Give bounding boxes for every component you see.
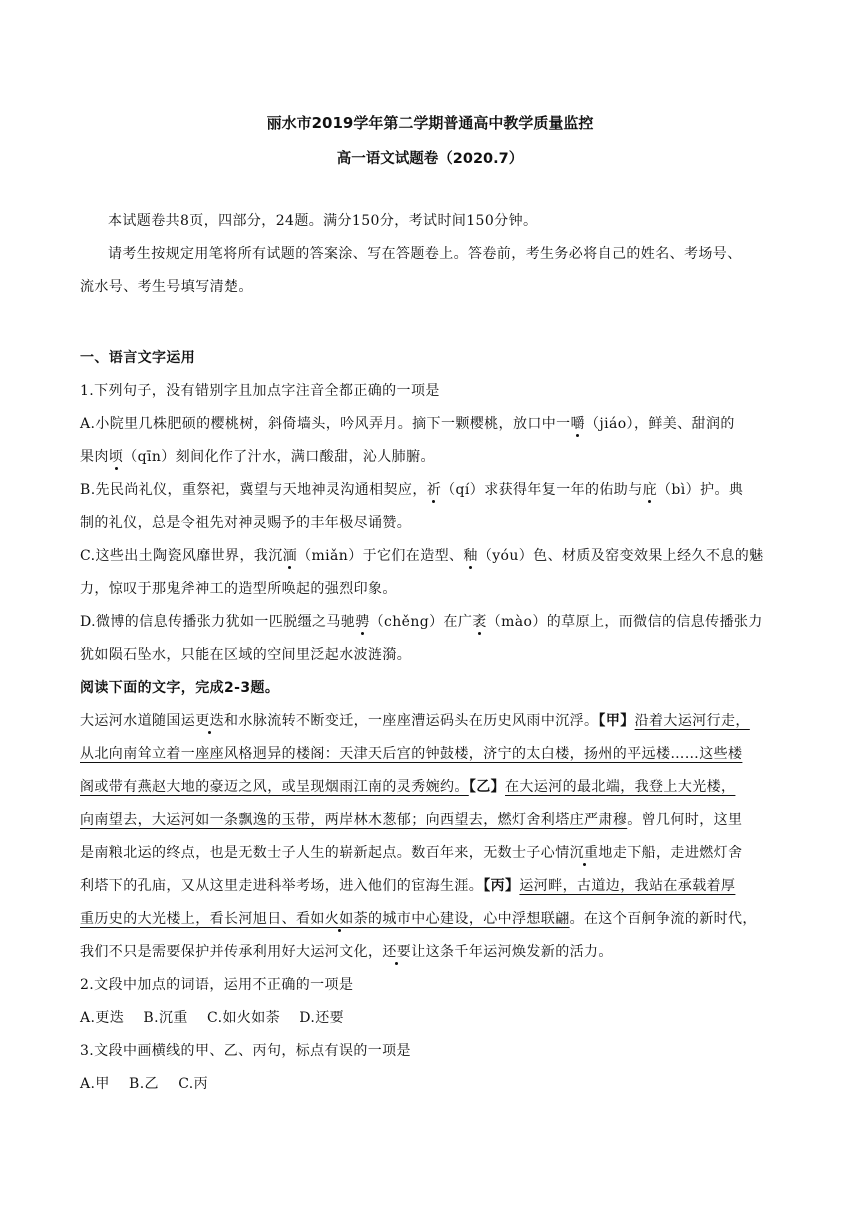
text: （jiáo），鲜美、甜润的 — [584, 416, 735, 432]
text: 我们不只是需要保护并传承利用好大运河文化， — [80, 944, 383, 960]
dotted-char: 釉 — [463, 540, 477, 573]
dotted-char: 湎 — [283, 540, 297, 573]
underlined-text: 在大运河的最北端，我登上大光楼， — [505, 779, 736, 795]
text: B.先民尚礼仪，重祭祀，冀望与天地神灵沟通相契应， — [80, 482, 427, 498]
text: （mào）的草原上，而微信的信息传播张力 — [486, 614, 763, 630]
dotted-char: 顷 — [109, 441, 123, 474]
question-2-options: A.更迭 B.沉重 C.如火如荼 D.还要 — [80, 1010, 345, 1026]
intro-line: 请考生按规定用笔将所有试题的答案涂、写在答题卷上。答卷前，考生务必将自己的姓名、考场号、 — [108, 246, 742, 262]
page-title: 丽水市2019学年第二学期普通高中教学质量监控 — [266, 114, 594, 132]
underlined-text: 的城市中心建设，心中浮想联翩 — [368, 911, 570, 927]
text: 。在这个百舸争流的新时代， — [569, 911, 757, 927]
passage-line — [80, 903, 784, 936]
passage-line — [80, 804, 784, 837]
text: D.微博的信息传播张力犹如一匹脱缰之马驰 — [80, 614, 356, 630]
intro — [80, 205, 784, 304]
underlined-text: 运河畔，古道边，我站在承载着厚 — [519, 878, 736, 894]
text: 利塔下的孔庙，又从这里走进科举考场，进入他们的宦海生涯。 — [80, 878, 484, 894]
dotted-char: 骋 — [355, 606, 369, 639]
option-a-line — [80, 441, 784, 474]
underlined-text: 向南望去，大运河如一条飘逸的玉带，两岸林木葱郁；向西望去，燃灯舍利塔庄严肃穆 — [80, 812, 628, 828]
text: （chěng）在广 — [369, 614, 473, 630]
sentence-tag: 【乙】 — [468, 779, 506, 795]
question-3-stem: 3.文段中画横线的甲、乙、丙句，标点有误的一项是 — [80, 1043, 411, 1059]
option-d-line: 犹如陨石坠水，只能在区域的空间里泛起水波涟漪。 — [80, 647, 412, 663]
passage-line — [80, 705, 784, 738]
option-b-line — [80, 474, 784, 507]
underlined-text: 沿着大运河行走， — [634, 713, 750, 729]
intro-line: 本试题卷共8页，四部分，24题。满分150分，考试时间150分钟。 — [108, 213, 538, 229]
text: （miǎn）于它们在造型、 — [297, 548, 464, 564]
passage-line — [80, 771, 784, 804]
option-c-line: 力，惊叹于那鬼斧神工的造型所唤起的强烈印象。 — [80, 581, 397, 597]
sentence-tag: 【甲】 — [598, 713, 635, 729]
dotted-char: 祈 — [427, 474, 441, 507]
text: 果肉 — [80, 449, 109, 465]
passage-line — [80, 837, 784, 870]
section-1 — [80, 342, 784, 1101]
dotted-word: 更迭 — [195, 705, 224, 738]
underlined-text: 阁或带有燕赵大地的豪迈之风，或呈现烟雨江南的灵秀婉约。 — [80, 779, 469, 795]
page-subtitle: 高一语文试题卷（2020.7） — [336, 151, 524, 167]
section-heading: 一、语言文字运用 — [80, 350, 196, 366]
text: 和水脉流转不断变迁，一座座漕运码头在历史风雨中沉浮。 — [224, 713, 599, 729]
text: 地走下船，走进燃灯舍 — [598, 845, 743, 861]
question-3-options: A.甲 B.乙 C.丙 — [80, 1076, 209, 1092]
sentence-tag: 【丙】 — [483, 878, 520, 894]
reading-heading: 阅读下面的文字，完成2-3题。 — [80, 680, 280, 696]
dotted-char: 庇 — [643, 474, 657, 507]
underlined-text: 重历史的大光楼上，看长河旭日、看 — [80, 911, 311, 927]
option-c-line — [80, 540, 784, 573]
question-2-stem: 2.文段中加点的词语，运用不正确的一项是 — [80, 977, 354, 993]
passage-line — [80, 738, 784, 771]
dotted-word: 还要 — [382, 936, 411, 969]
option-a-line — [80, 408, 784, 441]
option-b-line: 制的礼仪，总是令祖先对神灵赐予的丰年极尽诵赞。 — [80, 515, 412, 531]
text: A.小院里几株肥硕的樱桃树，斜倚墙头，吟风弄月。摘下一颗樱桃，放口中一 — [80, 416, 571, 432]
passage-line — [80, 870, 784, 903]
question-1-stem: 1.下列句子，没有错别字且加点字注音全都正确的一项是 — [80, 383, 440, 399]
text: 是南粮北运的终点，也是无数士子人生的崭新起点。数百年来，无数士子心情 — [80, 845, 570, 861]
underlined-text: 从北向南耸立着一座座风格迥异的楼阁：天津天后宫的钟鼓楼，济宁的太白楼，扬州的平远楼……这些楼 — [80, 746, 743, 762]
text: （qīn）刻间化作了汁水，满口酸甜，沁人肺腑。 — [123, 449, 435, 465]
dotted-word: 沉重 — [570, 837, 599, 870]
dotted-word: 如火如荼 — [310, 903, 368, 936]
dotted-char: 嚼 — [571, 408, 585, 441]
dotted-char: 袤 — [472, 606, 486, 639]
text: 让这条千年运河焕发新的活力。 — [411, 944, 613, 960]
text: （qí）求获得年复一年的佑助与 — [441, 482, 643, 498]
text: （bì）护。典 — [657, 482, 744, 498]
text: C.这些出土陶瓷风靡世界，我沉 — [80, 548, 283, 564]
text: 。曾几何时，这里 — [627, 812, 743, 828]
text: 大运河水道随国运 — [80, 713, 196, 729]
option-d-line — [80, 606, 784, 639]
text: （yóu）色、材质及窑变效果上经久不息的魅 — [477, 548, 764, 564]
passage-line — [80, 936, 784, 969]
intro-line: 流水号、考生号填写清楚。 — [80, 279, 253, 295]
